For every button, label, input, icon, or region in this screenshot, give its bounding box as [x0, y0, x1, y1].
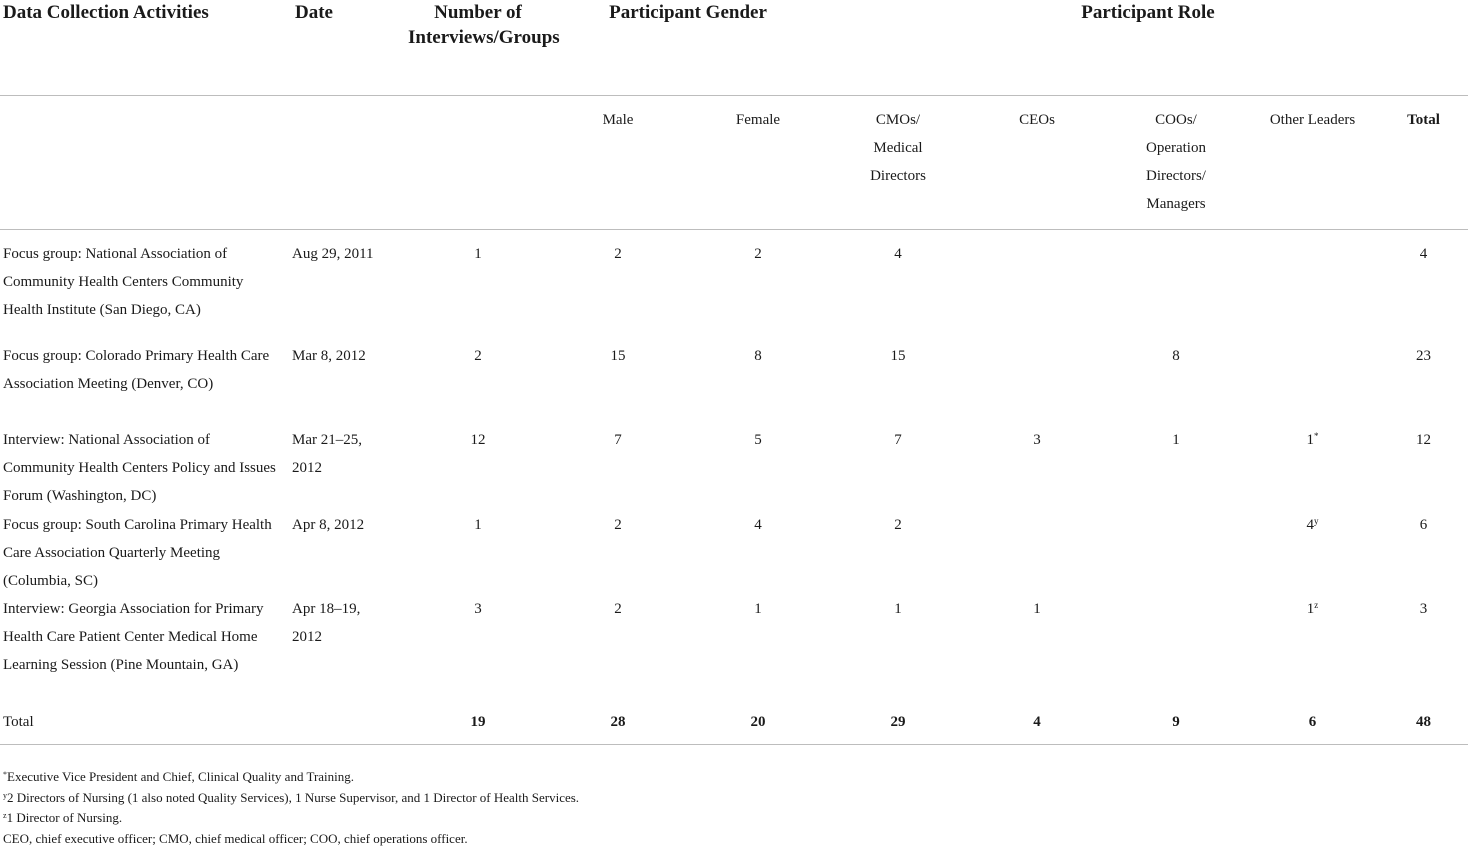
totals-row — [0, 708, 1468, 745]
subheader-other: Other Leaders — [1246, 95, 1379, 229]
row-activity: Interview: National Association of Community Health Centers Policy and Issues Forum (Washington, DC) — [0, 426, 292, 511]
totals-ceos: 4 — [968, 708, 1106, 745]
row-ceos: 3 — [968, 426, 1106, 511]
row-total: 3 — [1379, 595, 1468, 708]
row-coos — [1106, 595, 1246, 708]
row-male: 2 — [548, 595, 688, 708]
row-coos — [1106, 229, 1246, 342]
footnote-star: *Executive Vice President and Chief, Clinical Quality and Training. — [3, 767, 1463, 788]
row-activity: Focus group: South Carolina Primary Health Care Association Quarterly Meeting (Columbia, SC) — [0, 511, 292, 595]
row-activity: Focus group: Colorado Primary Health Care Association Meeting (Denver, CO) — [0, 342, 292, 426]
header-row — [0, 0, 1468, 95]
subheader-ceos: CEOs — [968, 95, 1106, 229]
footnote-y: $^y$2 Directors of Nursing (1 also noted Quality Services), 1 Nurse Supervisor, and 1 Director of Health Services. — [3, 788, 1463, 809]
header-role: Participant Role — [828, 0, 1468, 95]
row-cmos: 2 — [828, 511, 968, 595]
row-total: 23 — [1379, 342, 1468, 426]
row-cmos: 7 — [828, 426, 968, 511]
table-row — [0, 229, 1468, 342]
row-date: Apr 18–19, 2012 — [292, 595, 408, 708]
totals-cmos: 29 — [828, 708, 968, 745]
row-other: 1* — [1246, 426, 1379, 511]
totals-other: 6 — [1246, 708, 1379, 745]
row-cmos: 1 — [828, 595, 968, 708]
row-cmos: 4 — [828, 229, 968, 342]
row-female: 2 — [688, 229, 828, 342]
header-activities: Data Collection Activities — [0, 0, 292, 95]
subheader-male: Male — [548, 95, 688, 229]
table-row — [0, 595, 1468, 708]
row-other — [1246, 229, 1379, 342]
row-other — [1246, 342, 1379, 426]
row-coos: 8 — [1106, 342, 1246, 426]
row-coos — [1106, 511, 1246, 595]
row-activity: Interview: Georgia Association for Primary Health Care Patient Center Medical Home Learning Session (Pine Mountain, GA) — [0, 595, 292, 708]
row-coos: 1 — [1106, 426, 1246, 511]
table-row — [0, 342, 1468, 426]
row-ceos — [968, 511, 1106, 595]
row-ceos: 1 — [968, 595, 1106, 708]
row-cmos: 15 — [828, 342, 968, 426]
row-other: 4$^y$ — [1246, 511, 1379, 595]
row-female: 1 — [688, 595, 828, 708]
row-total: 12 — [1379, 426, 1468, 511]
row-ceos — [968, 229, 1106, 342]
totals-total: 48 — [1379, 708, 1468, 745]
subheader-coos: COOs/ Operation Directors/ Managers — [1106, 95, 1246, 229]
totals-label: Total — [0, 708, 292, 745]
header-number: Number of Interviews/Groups — [408, 0, 548, 95]
totals-coos: 9 — [1106, 708, 1246, 745]
row-female: 8 — [688, 342, 828, 426]
row-female: 5 — [688, 426, 828, 511]
row-male: 2 — [548, 229, 688, 342]
row-number: 1 — [408, 511, 548, 595]
footnotes — [3, 767, 1463, 849]
totals-male: 28 — [548, 708, 688, 745]
row-number: 2 — [408, 342, 548, 426]
row-other: 1$^z$ — [1246, 595, 1379, 708]
row-number: 12 — [408, 426, 548, 511]
row-male: 2 — [548, 511, 688, 595]
row-number: 1 — [408, 229, 548, 342]
footnote-abbreviations: CEO, chief executive officer; CMO, chief medical officer; COO, chief operations officer. — [3, 829, 1463, 849]
subheader-row — [0, 95, 1468, 229]
row-female: 4 — [688, 511, 828, 595]
header-date: Date — [292, 0, 408, 95]
totals-female: 20 — [688, 708, 828, 745]
totals-number: 19 — [408, 708, 548, 745]
row-total: 4 — [1379, 229, 1468, 342]
row-date: Aug 29, 2011 — [292, 229, 408, 342]
row-activity: Focus group: National Association of Community Health Centers Community Health Institute (San Diego, CA) — [0, 229, 292, 342]
subheader-female: Female — [688, 95, 828, 229]
row-date: Apr 8, 2012 — [292, 511, 408, 595]
row-male: 7 — [548, 426, 688, 511]
row-male: 15 — [548, 342, 688, 426]
subheader-cmos: CMOs/ Medical Directors — [828, 95, 968, 229]
table-row — [0, 426, 1468, 511]
row-ceos — [968, 342, 1106, 426]
row-total: 6 — [1379, 511, 1468, 595]
table-row — [0, 511, 1468, 595]
subheader-total: Total — [1379, 95, 1468, 229]
footnote-z: $^z$1 Director of Nursing. — [3, 808, 1463, 829]
row-date: Mar 21–25, 2012 — [292, 426, 408, 511]
header-gender: Participant Gender — [548, 0, 828, 95]
row-number: 3 — [408, 595, 548, 708]
row-date: Mar 8, 2012 — [292, 342, 408, 426]
